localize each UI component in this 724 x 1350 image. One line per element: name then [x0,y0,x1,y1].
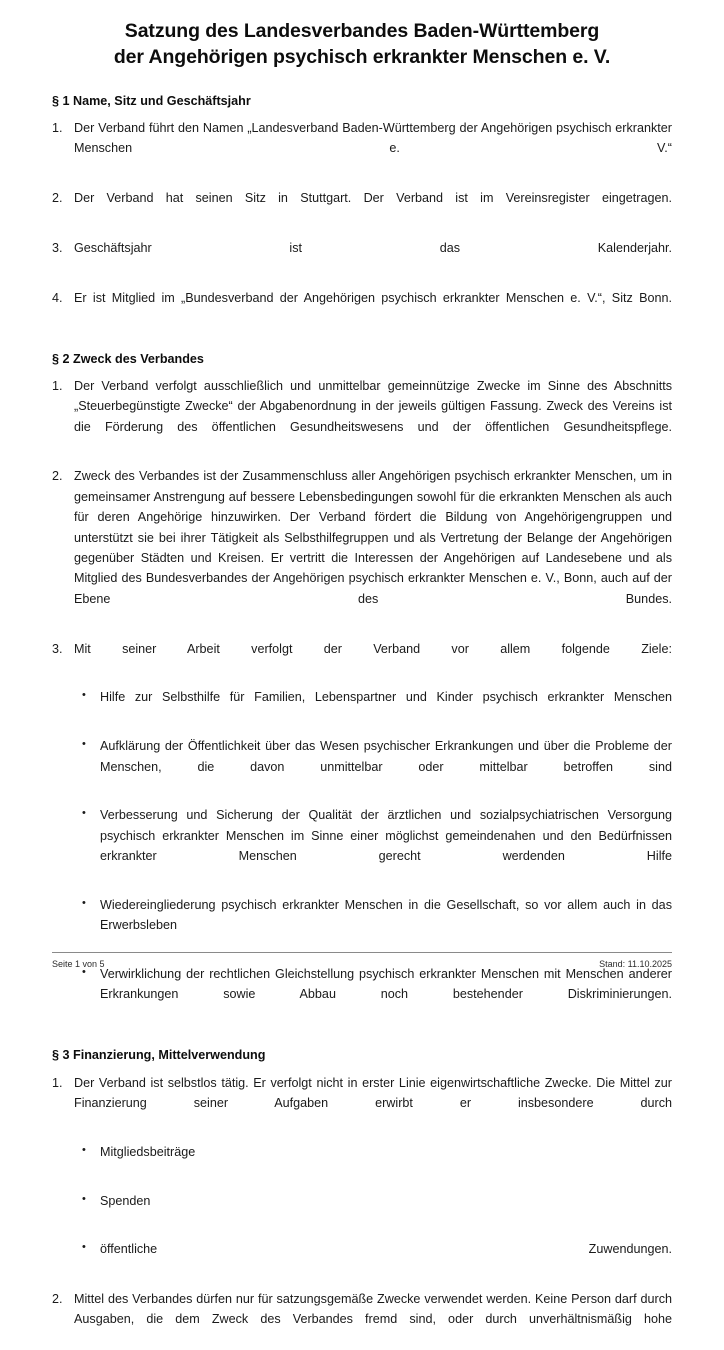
bullet-list-item-text: Spenden [100,1193,151,1208]
list-item [52,376,672,458]
list-item-number: 2. [52,191,63,206]
document-content [52,0,672,1350]
bullet-list-item-text: Aufklärung der Öffentlichkeit über das Wesen psychischer Erkrankungen und über die Probleme der Menschen, die davon unmittelbar oder mittelbar betroffen sind [100,739,672,774]
bullet-icon: • [82,1192,86,1205]
list-item [52,1289,672,1350]
list-item-number: 2. [52,469,63,484]
bullet-list [74,687,672,1025]
section-heading: § 2 Zweck des Verbandes [52,351,204,366]
list-item-number: 1. [52,120,63,135]
footer-status-label: Stand: 11.10.2025 [599,959,672,969]
bullet-list-item [74,805,672,887]
bullet-list-item [74,1239,672,1280]
bullet-list-item-text: Verwirklichung der rechtlichen Gleichstellung psychisch erkrankter Menschen mit Menschen anderer Erkrankungen sowie Abbau noch bestehender Diskriminierungen. [100,967,672,1002]
list-item-text: Der Verband hat seinen Sitz in Stuttgart. Der Verband ist im Vereinsregister eingetragen. [74,191,672,206]
page-footer [52,952,672,969]
numbered-list [52,118,672,329]
bullet-icon: • [82,896,86,909]
document-section [52,93,672,329]
bullet-list [74,1142,672,1280]
list-item-text: Mittel des Verbandes dürfen nur für satzungsgemäße Zwecke verwendet werden. Keine Person darf durch Ausgaben, die dem Zweck des Verbandes fremd sind, oder durch unverhältnismäßig hohe [74,1292,672,1327]
bullet-list-item-text: öffentliche Zuwendungen. [100,1242,672,1257]
bullet-icon: • [82,966,86,979]
sections-container [52,93,672,1350]
list-item-text: Er ist Mitglied im „Bundesverband der Angehörigen psychisch erkrankter Menschen e. V.“, Sitz Bonn. [74,290,672,305]
page-title-line-2: der Angehörigen psychisch erkrankter Menschen e. V. [113,46,611,69]
bullet-icon: • [82,1143,86,1156]
bullet-list-item-text: Verbesserung und Sicherung der Qualität der ärztlichen und sozialpsychiatrischen Versorgung psychisch erkrankter Menschen im Sinne einer möglichst gemeindenahen und den Bedürfnissen erkrankter Menschen gerecht werdenden Hilfe [100,808,672,864]
list-item-number: 4. [52,290,63,305]
list-item-text: Der Verband ist selbstlos tätig. Er verfolgt nicht in erster Linie eigenwirtschaftliche Zwecke. Die Mittel zur Finanzierung seiner Aufgaben erwirbt er insbesondere durch [74,1075,672,1110]
document-section [52,1047,672,1350]
bullet-list-item [74,1191,672,1232]
list-item-text: Mit seiner Arbeit verfolgt der Verband vor allem folgende Ziele: [74,641,672,656]
footer-page-label: Seite 1 von 5 [52,959,105,969]
list-item-text: Der Verband verfolgt ausschließlich und unmittelbar gemeinnützige Zwecke im Sinne des Abschnitts „Steuerbegünstigte Zwecke“ der Abgabenordnung in der jeweils gültigen Fassung. Zweck des Vereins ist die Förderung des öffentlichen Gesundheitswesens und der öffentlichen Gesundheitspflege. [74,378,672,434]
bullet-icon: • [82,1241,86,1254]
bullet-icon: • [82,807,86,820]
bullet-list-item-text: Mitgliedsbeiträge [100,1144,196,1159]
bullet-list-item [74,895,672,956]
list-item-text: Zweck des Verbandes ist der Zusammenschluss aller Angehörigen psychisch erkrankter Menschen, um in gemeinsamer Anstrengung auf bessere Lebensbedingungen sowohl für die erkrankten Menschen als auch für deren Angehörige hinzuwirken. Der Verband fördert die Bildung von Angehörigengruppen und unterstützt sie bei ihrer Tätigkeit als Selbsthilfegruppen und als Vertretung der Belange der Angehörigen gegenüber Städten und Kreisen. Er vertritt die Interessen der Angehörigen auf Landesebene und als Mitglied des Bundesverbandes der Angehörigen psychisch erkrankter Menschen e. V., Bonn, auch auf der Ebene des Bundes. [74,469,672,606]
list-item-number: 1. [52,1075,63,1090]
numbered-list [52,1073,672,1350]
bullet-icon: • [82,738,86,751]
list-item-number: 1. [52,378,63,393]
document-section [52,351,672,1026]
bullet-list-item-text: Wiedereingliederung psychisch erkrankter Menschen in die Gesellschaft, so vor allem auch in das Erwerbsleben [100,897,672,933]
list-item-number: 3. [52,240,63,255]
list-item [52,1073,672,1281]
bullet-list-item [74,964,672,1025]
list-item [52,238,672,279]
list-item-text: Der Verband führt den Namen „Landesverband Baden-Württemberg der Angehörigen psychisch erkrankter Menschen e. V.“ [74,120,672,156]
bullet-list-item [74,687,672,728]
list-item [52,466,672,629]
list-item-number: 3. [52,641,63,656]
numbered-list [52,376,672,1025]
list-item-number: 2. [52,1292,63,1307]
bullet-icon: • [82,689,86,702]
list-item-text: Geschäftsjahr ist das Kalenderjahr. [74,240,672,255]
bullet-list-item-text: Hilfe zur Selbsthilfe für Familien, Lebenspartner und Kinder psychisch erkrankter Menschen [100,690,672,705]
bullet-list-item [74,736,672,797]
section-heading: § 1 Name, Sitz und Geschäftsjahr [52,93,251,108]
bullet-list-item [74,1142,672,1183]
list-item [52,288,672,329]
page-title [52,0,672,71]
list-item [52,118,672,179]
section-heading: § 3 Finanzierung, Mittelverwendung [52,1048,266,1063]
list-item [52,188,672,229]
page-title-line-1: Satzung des Landesverbandes Baden-Württemberg [124,20,600,42]
